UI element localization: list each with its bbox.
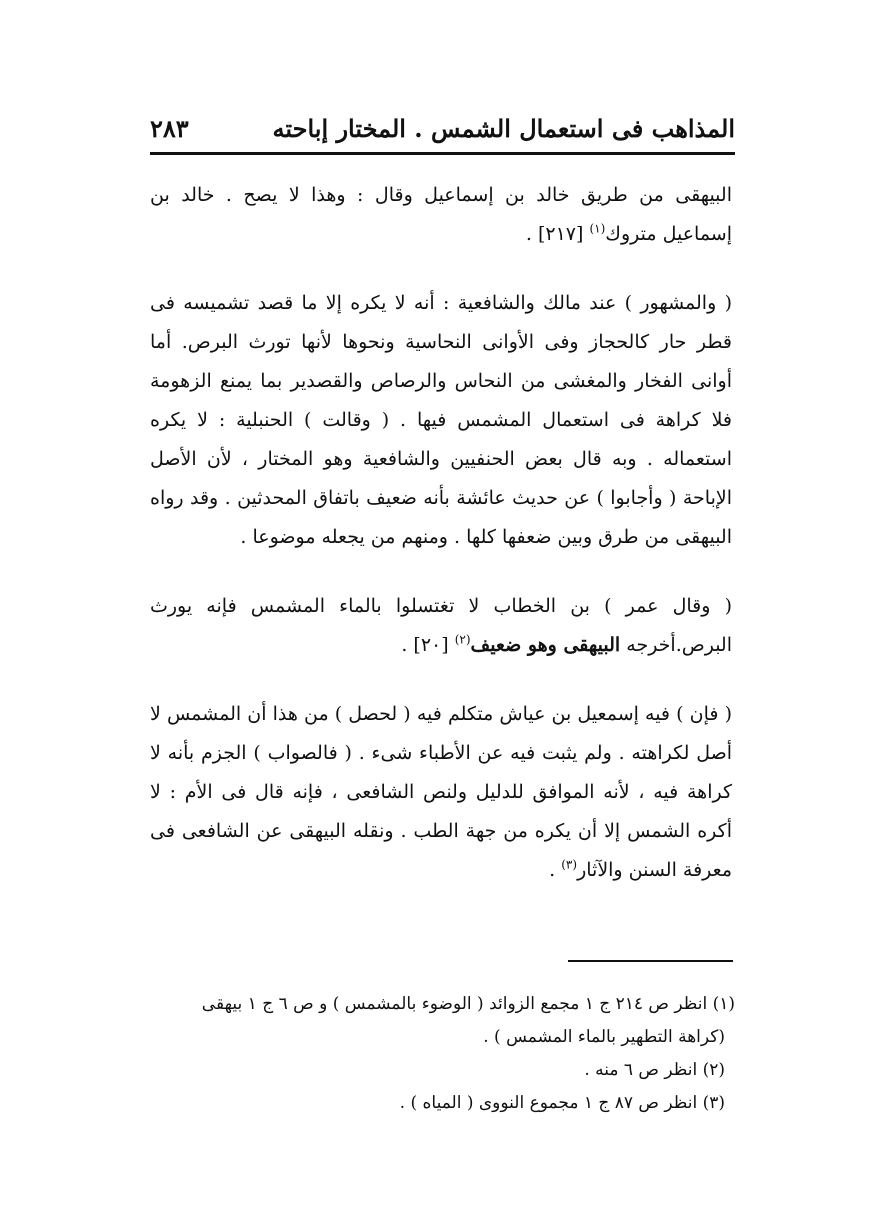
body-text (150, 176, 732, 920)
footnote-ref-2: (٢) (454, 632, 471, 647)
paragraph-2 (150, 284, 732, 557)
footnote-ref-3: (٣) (561, 857, 578, 872)
footnotes (150, 988, 735, 1120)
header-rule (150, 152, 735, 155)
footnote-1-continuation: (كراهة التطهير بالماء المشمس ) . (483, 1027, 725, 1047)
paragraph-1-tail: [٢١٧] . (525, 223, 590, 245)
paragraph-2-text: ( والمشهور ) عند مالك والشافعية : أنه لا يكره إلا ما قصد تشميسه فى قطر حار كالحجاز وفى الأوانى النحاسية ونحوها لأنها تورث البرص. أما أوانى الفخار والمغشى من النحاس والرصاص والقصدير بما يمنع الزهومة فلا كراهة فى استعمال المشمس فيها . ( وقالت ) الحنبلية : لا يكره استعماله . وبه قال بعض الحنفيين والشافعية وهو المختار ، لأن الأصل الإباحة ( وأجابوا ) عن حديث عائشة بأنه ضعيف باتفاق المحدثين . وقد رواه البيهقى من طرق وبين ضعفها كلها . ومنهم من يجعله موضوعا . (150, 292, 732, 548)
footnote-1: (١) انظر ص ٢١٤ ج ١ مجمع الزوائد ( الوضوء بالمشمس ) و ص ٦ ج ١ بيهقى (201, 994, 735, 1014)
page-number: ٢٨٣ (150, 113, 189, 143)
footnote-ref-1: (١) (589, 221, 606, 236)
paragraph-4-tail: . (549, 859, 562, 881)
paragraph-3-tail: [٢٠] . (401, 634, 455, 656)
paragraph-3 (150, 587, 732, 665)
running-header-title: المذاهب فى استعمال الشمس . المختار إباحته (272, 113, 735, 143)
paragraph-1-text: البيهقى من طريق خالد بن إسماعيل وقال : وهذا لا يصح . خالد بن إسماعيل متروك (150, 184, 732, 245)
footnote-3: (٣) انظر ص ٨٧ ج ١ مجموع النووى ( المياه ) . (399, 1093, 725, 1113)
footnote-rule (568, 960, 733, 962)
paragraph-3-bold: البيهقى وهو ضعيف (470, 634, 621, 656)
paragraph-4-text: ( فإن ) فيه إسمعيل بن عياش متكلم فيه ( لحصل ) من هذا أن المشمس لا أصل لكراهته . ولم يثبت فيه عن الأطباء شىء . ( فالصواب ) الجزم بأنه لا كراهة فيه ، لأنه الموافق للدليل ولنص الشافعى ، فإنه قال فى الأم : لا أكره الشمس إلا أن يكره من جهة الطب . ونقله البيهقى عن الشافعى فى معرفة السنن والآثار (150, 703, 732, 881)
running-header (150, 108, 735, 148)
paragraph-3-text: ( وقال عمر ) بن الخطاب لا تغتسلوا بالماء المشمس فإنه يورث البرص.أخرجه (150, 595, 732, 656)
footnote-2: (٢) انظر ص ٦ منه . (584, 1060, 725, 1080)
paragraph-1 (150, 176, 732, 254)
paragraph-4 (150, 695, 732, 890)
